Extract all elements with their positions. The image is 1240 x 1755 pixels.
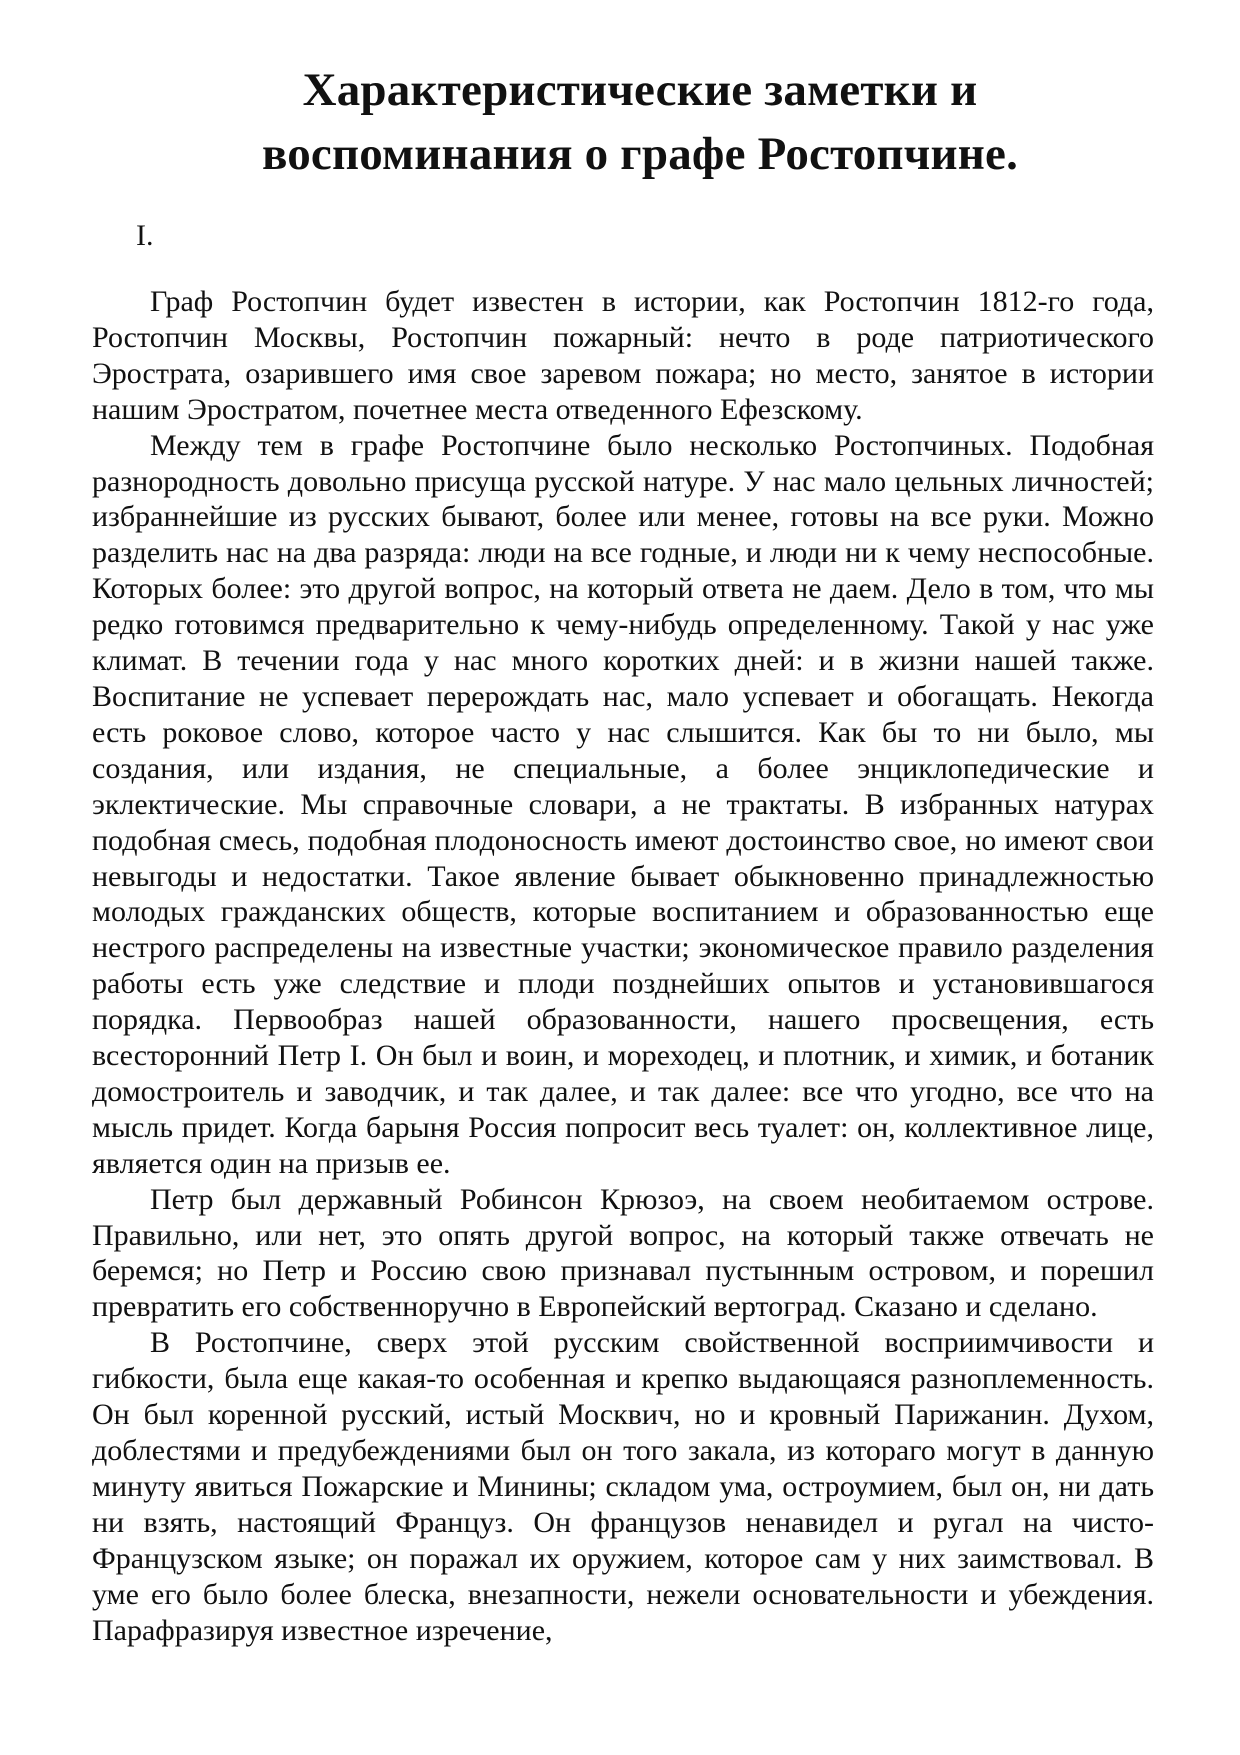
paragraph-2: Между тем в графе Ростопчине было несколько Ростопчиных. Подобная разнородность довольно присуща русской натуре. У нас мало цельных личностей; избраннейшие из русских бывают, более или менее, готовы на все руки. Можно разделить нас на два разряда: люди на все годные, и люди ни к чему неспособные. Которых более: это другой вопрос, на который ответа не даем. Дело в том, что мы редко готовимся предварительно к чему-нибудь определенному. Такой у нас уже климат. В течении года у нас много коротких дней: и в жизни нашей также. Воспитание не успевает перерождать нас, мало успевает и обогащать. Некогда есть роковое слово, которое часто у нас слышится. Как бы то ни было, мы создания, или издания, не специальные, а более энциклопедические и эклектические. Мы справочные словари, а не трактаты. В избранных натурах подобная смесь, подобная плодоносность имеют достоинство свое, но имеют свои невыгоды и недостатки. Такое явление бывает обыкновенно принадлежностью молодых гражданских обществ, которые воспитанием и образованностью еще нестрого распределены на известные участки; экономическое правило разделения работы есть уже следствие и плоди позднейших опытов и установившагося порядка. Первообраз нашей образованности, нашего просвещения, есть всесторонний Петр I. Он был и воин, и мореходец, и плотник, и химик, и ботаник домостроитель и заводчик, и так далее, и так далее: все что угодно, все что на мысль придет. Когда барыня Россия попросит весь туалет: он, коллективное лице, является один на призыв ее.	[92, 428, 1154, 1180]
paragraph-4: В Ростопчине, сверх этой русским свойственной восприимчивости и гибкости, была еще какая-то особенная и крепко выдающаяся разноплеменность. Он был коренной русский, истый Москвич, но и кровный Парижанин. Духом, доблестями и предубеждениями был он того закала, из котораго могут в данную минуту явиться Пожарские и Минины; складом ума, остроумием, был он, ни дать ни взять, настоящий Француз. Он французов ненавидел и ругал на чисто-Французском языке; он поражал их оружием, которое сам у них заимствовал. В уме его было более блеска, внезапности, нежели основательности и убеждения. Парафразируя известное изречение,	[92, 1326, 1154, 1647]
paragraph-3: Петр был державный Робинсон Крюзоэ, на своем необитаемом острове. Правильно, или нет, это опять другой вопрос, на который также отвечать не беремся; но Петр и Россию свою признавал пустынным островом, и порешил превратить его собственноручно в Европейский вертоград. Сказано и сделано.	[92, 1182, 1154, 1324]
document-title	[0, 58, 1240, 186]
section-number: I.	[136, 219, 154, 252]
document-body	[92, 284, 1154, 1648]
title-line-2: воспоминания о графе Ростопчине.	[261, 128, 1019, 180]
paragraph-1: Граф Ростопчин будет известен в истории, как Ростопчин 1812-го года, Ростопчин Москвы, Ростопчин пожарный: нечто в роде патриотического Эрострата, озарившего имя свое заревом пожара; но место, занятое в истории нашим Эростратом, почетнее места отведенного Ефезскому.	[92, 285, 1154, 426]
title-line-1: Характеристические заметки и	[302, 64, 978, 116]
